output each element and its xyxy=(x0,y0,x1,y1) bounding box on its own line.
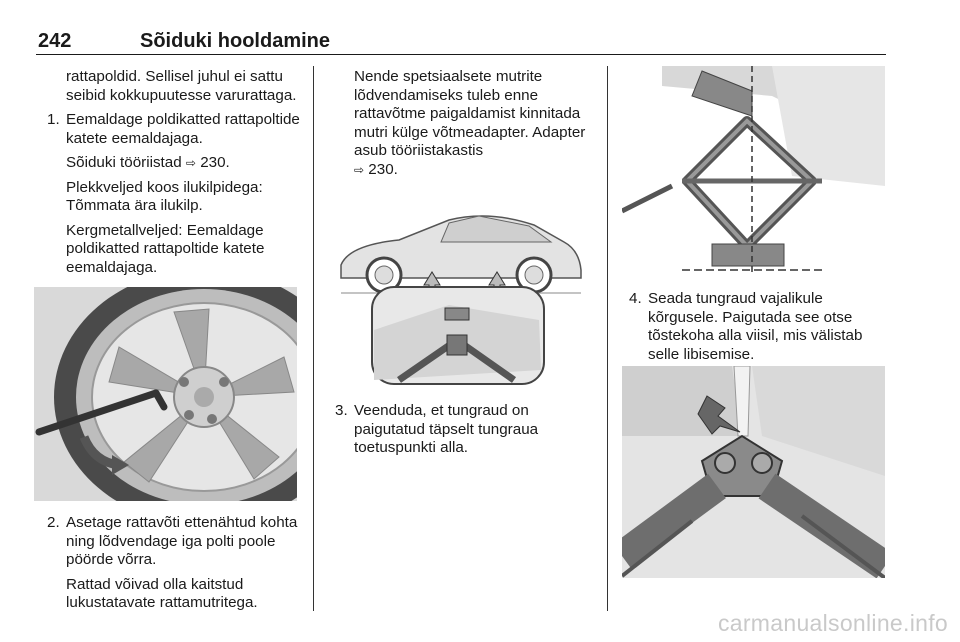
step-text: Veenduda, et tungraud on paigutatud täpselt tungraua toetuspunkti alla. xyxy=(354,402,539,456)
column-divider xyxy=(313,66,314,611)
column-2-lower xyxy=(328,402,596,464)
step-note: Rattad võivad olla kaitstud lukustatavate rattamutritega. xyxy=(66,575,258,611)
intro-text-body: Nende spetsiaalsete mutrite lõdvendamiseks tuleb enne rattavõtme paigaldamist kinnitada mutri külge võtmeadapter. Adapter asub tööriistakastis xyxy=(354,68,586,159)
reference-page: 230. xyxy=(200,154,230,171)
reference-page: 230. xyxy=(368,160,398,178)
step-2 xyxy=(40,514,302,613)
column-1 xyxy=(40,68,302,283)
intro-text: rattapoldid. Sellisel juhul ei sattu seibid kokkupuutesse varurattaga. xyxy=(66,68,297,104)
intro-text xyxy=(328,68,596,179)
step-number: 4. xyxy=(629,290,642,307)
step-1 xyxy=(40,111,302,277)
step-text: Seada tungraud vajalikule kõrgusele. Paigutada see otse tõstekoha alla viisil, mis välistab selle libisemise. xyxy=(648,290,863,363)
jack-head-closeup-illustration xyxy=(622,366,885,578)
page-title: Sõiduki hooldamine xyxy=(140,30,331,52)
page-header xyxy=(36,30,886,55)
column-divider xyxy=(607,66,608,611)
step-note: Kergmetallveljed: Eemaldage poldikatted rattapoltide katete eemaldajaga. xyxy=(66,221,265,276)
reference-arrow-icon: ⇨ xyxy=(354,162,365,177)
step-number: 2. xyxy=(47,514,60,531)
column-3 xyxy=(622,290,888,370)
step-4 xyxy=(622,290,888,364)
step-number: 1. xyxy=(47,111,60,128)
watermark: carmanualsonline.info xyxy=(717,610,948,636)
step-text: Eemaldage poldikatted rattapoltide katete eemaldajaga. xyxy=(66,111,300,147)
reference xyxy=(66,154,302,173)
jack-positioning-illustration xyxy=(622,66,885,276)
reference-arrow-icon: ⇨ xyxy=(185,156,196,170)
reference-text: Sõiduki tööriistad xyxy=(66,154,182,171)
car-jack-points-illustration xyxy=(329,190,592,387)
column-1-lower xyxy=(40,514,302,619)
step-text: Asetage rattavõti ettenähtud kohta ning lõdvendage iga polti poole pöörde võrra. xyxy=(66,514,298,568)
step-note: Plekkveljed koos ilukilpidega: Tõmmata ära ilukilp. xyxy=(66,178,263,214)
page-number: 242 xyxy=(38,30,72,52)
step-3 xyxy=(328,402,596,458)
column-2 xyxy=(328,68,596,185)
wheel-wrench-illustration xyxy=(34,287,297,501)
step-number: 3. xyxy=(335,402,348,419)
